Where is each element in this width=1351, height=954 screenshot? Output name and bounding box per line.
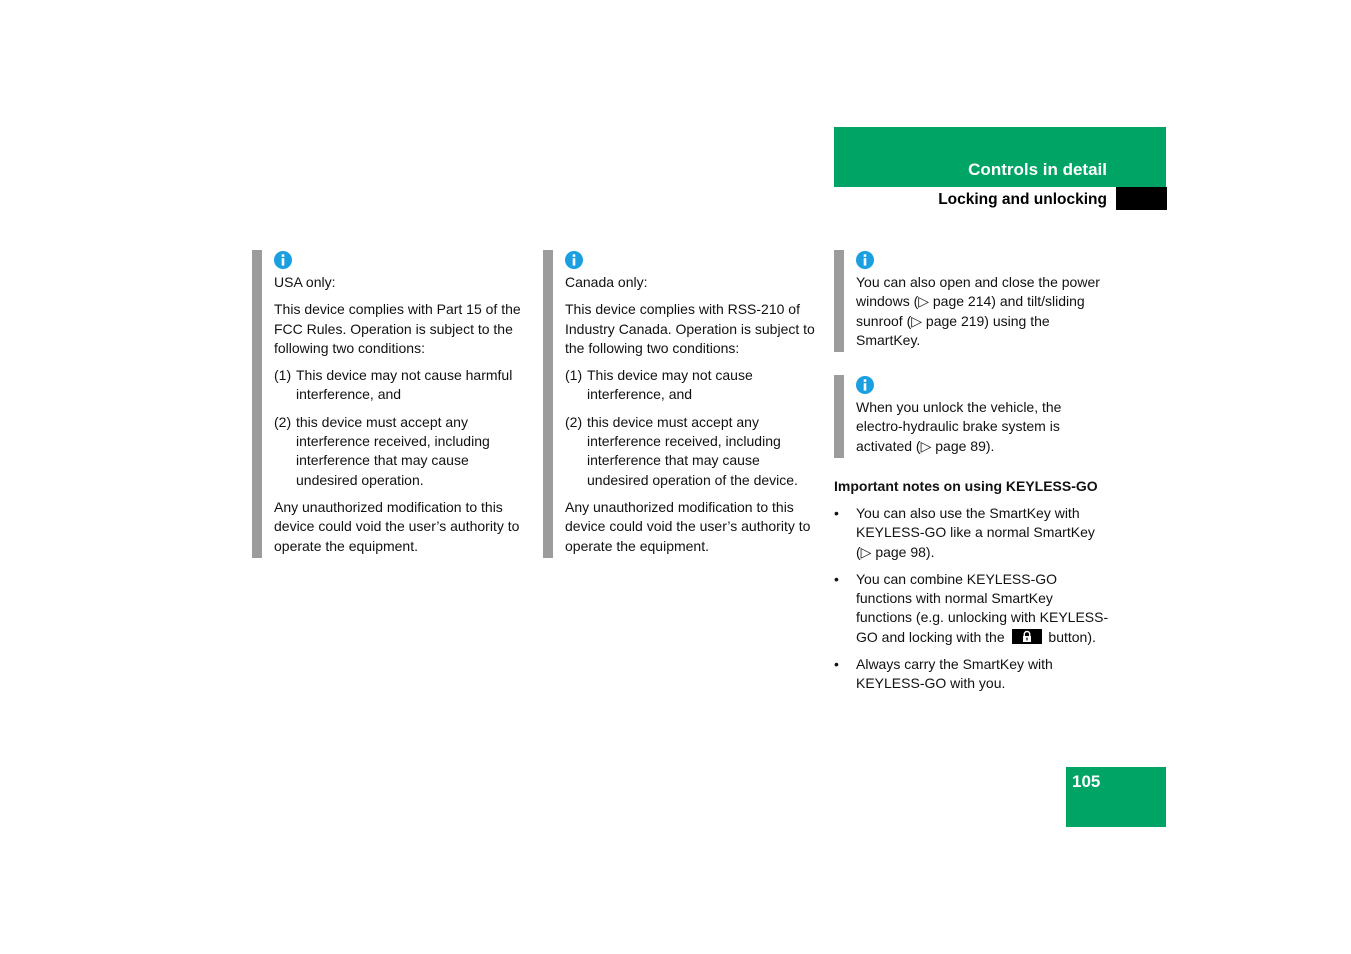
list-item bbox=[274, 366, 534, 405]
list-item bbox=[834, 655, 1109, 694]
info-box-power-windows bbox=[834, 250, 1112, 352]
bullet-text bbox=[856, 570, 1109, 647]
list-item bbox=[834, 504, 1109, 562]
item-text: this device must accept any interference received, including interference that may cause undesired operation. bbox=[296, 413, 490, 488]
item-text: This device may not cause interference, and bbox=[587, 367, 753, 403]
info-icon bbox=[856, 376, 874, 394]
canada-text: This device complies with RSS-210 of Industry Canada. Operation is subject to the following two conditions: bbox=[565, 301, 815, 356]
item-number: (2) bbox=[274, 413, 292, 430]
item-number: (1) bbox=[274, 367, 292, 384]
usa-closing: Any unauthorized modification to this device could void the user’s authority to operate the equipment. bbox=[274, 498, 520, 554]
power-windows-note: You can also open and close the power windows (▷ page 214) and tilt/sliding sunroof (▷ page 219) using the SmartKey. bbox=[856, 274, 1100, 348]
bullet-text-before: You can combine KEYLESS-GO functions with normal SmartKey functions (e.g. unlocking with KEYLESS-GO and locking with the bbox=[856, 570, 1109, 645]
thumb-tab bbox=[1116, 187, 1167, 210]
info-box-canada bbox=[543, 250, 825, 558]
bullet-marker: • bbox=[834, 656, 839, 673]
section-title: Controls in detail bbox=[968, 160, 1107, 179]
item-text: This device may not cause harmful interference, and bbox=[296, 367, 513, 403]
brake-system-note: When you unlock the vehicle, the electro-hydraulic brake system is activated (▷ page 89). bbox=[856, 399, 1062, 454]
keyless-go-heading: Important notes on using KEYLESS-GO bbox=[834, 478, 1098, 494]
bullet-text: You can also use the SmartKey with KEYLESS-GO like a normal SmartKey (▷ page 98). bbox=[856, 505, 1095, 560]
info-icon bbox=[274, 251, 292, 269]
info-box-usa bbox=[252, 250, 534, 558]
canada-intro: Canada only: bbox=[565, 274, 648, 290]
usa-intro: USA only: bbox=[274, 274, 336, 290]
info-icon bbox=[856, 251, 874, 269]
bullet-text: Always carry the SmartKey with KEYLESS-GO with you. bbox=[856, 656, 1053, 692]
bullet-marker: • bbox=[834, 570, 839, 587]
lock-icon bbox=[1012, 629, 1042, 644]
item-number: (1) bbox=[565, 367, 583, 384]
subsection-title: Locking and unlocking bbox=[938, 191, 1107, 208]
bullet-text-after: button). bbox=[1048, 628, 1096, 645]
list-item bbox=[565, 413, 825, 490]
list-item bbox=[274, 413, 534, 490]
usa-text: This device complies with Part 15 of the FCC Rules. Operation is subject to the following two conditions: bbox=[274, 301, 521, 356]
list-item bbox=[834, 570, 1109, 647]
item-number: (2) bbox=[565, 413, 583, 430]
info-icon bbox=[565, 251, 583, 269]
item-text: this device must accept any interference received, including interference that may cause undesired operation of the device. bbox=[587, 413, 798, 488]
info-box-brake-system bbox=[834, 375, 1112, 458]
list-item bbox=[565, 366, 825, 405]
canada-closing: Any unauthorized modification to this device could void the user’s authority to operate the equipment. bbox=[565, 498, 811, 554]
page-number: 105 bbox=[1072, 772, 1101, 791]
bullet-marker: • bbox=[834, 505, 839, 521]
keyless-go-list bbox=[834, 504, 1109, 702]
